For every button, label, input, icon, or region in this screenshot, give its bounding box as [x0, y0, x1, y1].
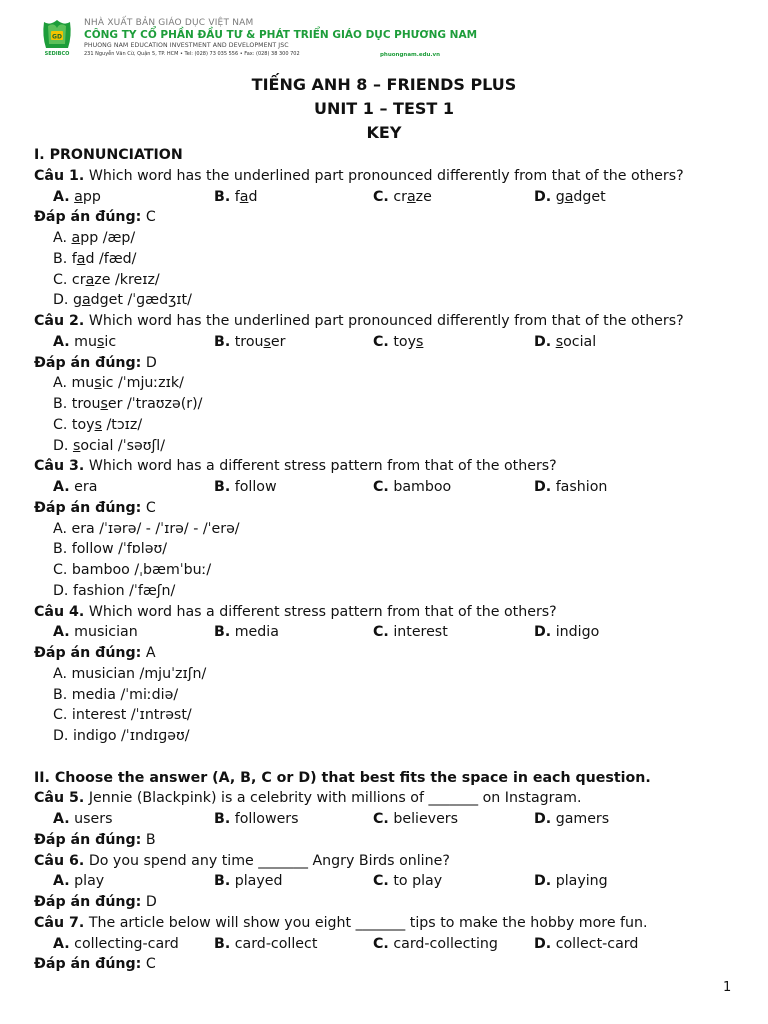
option-letter: C. — [373, 873, 389, 890]
correct-answer — [34, 499, 156, 517]
text-part: collecting-card — [74, 935, 179, 952]
svg-text:GD: GD — [52, 33, 62, 41]
explanation-line — [53, 540, 167, 558]
explanation-line — [53, 229, 135, 247]
answer-option — [373, 333, 423, 351]
text-part: collect-card — [555, 935, 639, 952]
text-part: /tɔɪz/ — [101, 416, 143, 433]
answer-option — [214, 935, 317, 953]
text-part: ocial — [563, 333, 597, 350]
doc-subtitle: UNIT 1 – TEST 1 — [313, 99, 455, 118]
text-part: d /fæd/ — [85, 250, 137, 267]
question-number: Câu 6. — [34, 852, 85, 869]
answer-label: Đáp án đúng: — [34, 645, 142, 661]
text-part: media — [234, 624, 279, 641]
text-part: interest — [393, 624, 448, 641]
option-letter: D. — [534, 479, 552, 495]
underlined-sound: s — [96, 333, 105, 350]
text-part: gamers — [555, 811, 610, 827]
question-text: Which word has a different stress pattern from that of the others? — [88, 458, 557, 475]
answer-option — [53, 935, 179, 953]
option-letter: A. — [53, 873, 70, 890]
text-part: users — [74, 811, 113, 827]
text-part: g — [555, 188, 565, 205]
answer-option — [53, 478, 97, 496]
answer-option — [534, 935, 638, 953]
text-part: card-collect — [234, 935, 318, 952]
answer-value: D — [145, 354, 157, 371]
answer-option — [534, 333, 596, 351]
option-letter: C. — [373, 333, 389, 350]
underlined-sound: s — [100, 396, 108, 412]
text-part: B. follow /ˈfɒləʊ/ — [53, 541, 167, 558]
option-letter: A. — [53, 935, 70, 952]
text-part: playing — [555, 873, 608, 890]
option-letter: B. — [214, 624, 231, 641]
text-part: followers — [234, 811, 299, 827]
text-part: A. — [53, 230, 72, 246]
text-part: D. — [53, 437, 73, 454]
answer-value: A — [145, 645, 156, 661]
publisher-header — [38, 18, 478, 64]
answer-value: C — [145, 209, 156, 226]
text-part: pp /æp/ — [80, 230, 136, 246]
correct-answer — [34, 893, 157, 911]
text-part: dget — [573, 188, 606, 205]
answer-option — [214, 188, 257, 206]
underlined-sound: a — [85, 271, 95, 288]
text-part: to play — [393, 873, 443, 890]
option-letter: C. — [373, 624, 389, 641]
text-part: indigo — [555, 624, 600, 641]
text-part: believers — [393, 811, 459, 827]
answer-option — [373, 935, 498, 953]
explanation-line — [53, 416, 142, 434]
text-part: ocial /ˈsəʊʃl/ — [80, 437, 165, 454]
text-part: card-collecting — [393, 935, 498, 952]
question-stem — [34, 167, 684, 185]
question-text: Which word has the underlined part pronounced differently from that of the others? — [88, 167, 684, 184]
correct-answer — [34, 644, 156, 662]
answer-value: C — [145, 499, 156, 516]
answer-option — [214, 623, 279, 641]
option-letter: A. — [53, 811, 70, 827]
section-title: I. PRONUNCIATION — [34, 147, 183, 163]
answer-option — [373, 188, 432, 206]
option-letter: C. — [373, 935, 389, 952]
text-part: C. toy — [53, 416, 95, 433]
question-stem — [34, 457, 557, 475]
text-part: dget /ˈɡædʒɪt/ — [90, 292, 192, 309]
underlined-sound: a — [76, 250, 86, 267]
question-stem — [34, 789, 582, 807]
explanation-line — [53, 727, 190, 745]
option-letter: D. — [534, 333, 552, 350]
text-part: bamboo — [393, 479, 452, 495]
underlined-sound: s — [263, 333, 271, 350]
question-text: Jennie (Blackpink) is a celebrity with millions of _______ on Instagram. — [88, 790, 582, 807]
explanation-line — [53, 520, 240, 538]
question-text: Which word has the underlined part pronounced differently from that of the others? — [88, 313, 684, 329]
option-letter: C. — [373, 811, 389, 827]
text-part: follow — [234, 479, 277, 495]
answer-label: Đáp án đúng: — [34, 894, 142, 910]
text-part: toy — [393, 333, 416, 350]
question-text: The article below will show you eight _______ tips to make the hobby more fun. — [88, 914, 648, 931]
text-part: mu — [74, 333, 97, 350]
section-heading — [34, 769, 651, 787]
option-letter: C. — [373, 479, 389, 495]
option-letter: B. — [214, 935, 231, 952]
text-part: D. indigo /ˈɪndɪɡəʊ/ — [53, 728, 190, 744]
answer-option — [53, 872, 104, 890]
answer-label: Đáp án đúng: — [34, 831, 142, 848]
option-letter: B. — [214, 333, 231, 350]
question-number: Câu 1. — [34, 167, 85, 184]
correct-answer — [34, 955, 156, 973]
option-letter: A. — [53, 188, 70, 205]
correct-answer — [34, 831, 156, 849]
question-number: Câu 2. — [34, 313, 85, 329]
explanation-line — [53, 706, 192, 724]
answer-label: Đáp án đúng: — [34, 956, 142, 973]
underlined-sound: s — [94, 416, 102, 433]
text-part: ic /ˈmjuːzɪk/ — [101, 375, 184, 392]
option-letter: B. — [214, 811, 231, 827]
option-letter: D. — [534, 811, 552, 827]
company-website: phuongnam.edu.vn — [380, 52, 441, 58]
text-part: er — [270, 333, 286, 350]
explanation-line — [53, 686, 178, 704]
doc-key-label: KEY — [366, 123, 402, 142]
answer-option — [373, 623, 448, 641]
underlined-sound: s — [94, 375, 102, 392]
text-part: A. era /ˈɪərə/ - /ˈɪrə/ - /ˈerə/ — [53, 520, 240, 537]
explanation-line — [53, 395, 202, 413]
option-letter: D. — [534, 188, 552, 205]
underlined-sound: a — [81, 292, 91, 309]
answer-option — [53, 333, 116, 351]
answer-option — [214, 872, 283, 890]
option-letter: C. — [373, 188, 389, 205]
text-part: C. bamboo /ˌbæmˈbuː/ — [53, 562, 212, 578]
question-stem — [34, 312, 684, 330]
text-part: cr — [393, 188, 407, 205]
text-part: D. g — [53, 292, 82, 309]
answer-option — [534, 810, 609, 828]
text-part: B. f — [53, 250, 77, 267]
answer-option — [214, 478, 277, 496]
section-heading — [34, 146, 183, 164]
explanation-line — [53, 271, 160, 289]
answer-option — [373, 478, 451, 496]
section-title: II. Choose the answer (A, B, C or D) that best fits the space in each question. — [34, 769, 651, 786]
logo-label: SEDIBCO — [44, 51, 70, 57]
answer-value: B — [145, 831, 156, 848]
underlined-sound: s — [555, 333, 564, 350]
answer-option — [214, 333, 285, 351]
underlined-sound: a — [406, 188, 416, 205]
text-part: era — [74, 479, 98, 495]
text-part: fashion — [555, 479, 608, 495]
question-stem — [34, 914, 648, 932]
explanation-line — [53, 250, 136, 268]
answer-label: Đáp án đúng: — [34, 209, 142, 226]
answer-label: Đáp án đúng: — [34, 499, 142, 516]
answer-option — [53, 810, 113, 828]
text-part: ic — [104, 333, 117, 350]
text-part: played — [234, 873, 283, 890]
question-number: Câu 7. — [34, 914, 85, 931]
answer-option — [534, 478, 607, 496]
company-block — [84, 18, 477, 58]
option-letter: D. — [534, 624, 552, 641]
underlined-sound: a — [564, 188, 574, 205]
text-part: ze /kreɪz/ — [94, 271, 160, 288]
question-stem — [34, 852, 450, 870]
underlined-sound: a — [71, 230, 81, 246]
publisher-name: NHÀ XUẤT BẢN GIÁO DỤC VIỆT NAM — [84, 18, 254, 28]
underlined-sound: a — [239, 188, 249, 205]
text-part: A. musician /mjuˈzɪʃn/ — [53, 665, 207, 682]
answer-option — [534, 623, 599, 641]
explanation-line — [53, 291, 192, 309]
underlined-sound: s — [72, 437, 81, 454]
company-name: CÔNG TY CỔ PHẦN ĐẦU TƯ & PHÁT TRIỂN GIÁO DỤC PHƯƠNG NAM — [84, 29, 478, 41]
text-part: musician — [74, 624, 138, 641]
company-name-en: PHUONG NAM EDUCATION INVESTMENT AND DEVELOPMENT JSC — [84, 42, 289, 49]
answer-option — [53, 188, 101, 206]
text-part: d — [248, 188, 258, 205]
underlined-sound: a — [74, 188, 83, 205]
text-part: A. mu — [53, 375, 95, 392]
option-letter: A. — [53, 624, 70, 641]
answer-option — [53, 623, 138, 641]
question-text: Do you spend any time _______ Angry Birds online? — [88, 852, 450, 869]
answer-option — [534, 872, 608, 890]
text-part: C. cr — [53, 271, 86, 288]
answer-label: Đáp án đúng: — [34, 354, 142, 371]
doc-title: TIẾNG ANH 8 – FRIENDS PLUS — [251, 75, 517, 94]
text-part: C. interest /ˈɪntrəst/ — [53, 707, 192, 724]
text-part: B. media /ˈmiːdiə/ — [53, 686, 179, 703]
page-number: 1 — [723, 980, 732, 995]
explanation-line — [53, 437, 165, 455]
option-letter: A. — [53, 333, 70, 350]
answer-option — [534, 188, 606, 206]
question-number: Câu 4. — [34, 603, 85, 620]
company-address: 231 Nguyễn Văn Cừ, Quận 5, TP. HCM • Tel: (028) 73 035 556 • Fax: (028) 38 300 702 — [84, 51, 300, 57]
text-part: play — [74, 873, 105, 890]
text-part: er /ˈtraʊzə(r)/ — [107, 396, 203, 412]
answer-value: D — [145, 894, 157, 910]
answer-value: C — [145, 956, 156, 973]
question-number: Câu 5. — [34, 790, 85, 807]
option-letter: D. — [534, 935, 552, 952]
text-part: pp — [82, 188, 101, 205]
option-letter: A. — [53, 479, 70, 495]
answer-option — [373, 810, 458, 828]
option-letter: B. — [214, 479, 231, 495]
question-number: Câu 3. — [34, 458, 85, 475]
underlined-sound: s — [415, 333, 424, 350]
text-part: ze — [415, 188, 432, 205]
text-part: trou — [234, 333, 264, 350]
option-letter: D. — [534, 873, 552, 890]
correct-answer — [34, 208, 156, 226]
explanation-line — [53, 561, 211, 579]
answer-option — [214, 810, 299, 828]
question-text: Which word has a different stress pattern from that of the others? — [88, 603, 557, 620]
text-part: f — [234, 188, 240, 205]
correct-answer — [34, 354, 157, 372]
answer-option — [373, 872, 442, 890]
explanation-line — [53, 374, 184, 392]
question-stem — [34, 603, 557, 621]
text-part: B. trou — [53, 396, 101, 412]
explanation-line — [53, 665, 206, 683]
option-letter: B. — [214, 188, 231, 205]
text-part: D. fashion /ˈfæʃn/ — [53, 582, 176, 599]
explanation-line — [53, 582, 175, 600]
option-letter: B. — [214, 873, 231, 890]
